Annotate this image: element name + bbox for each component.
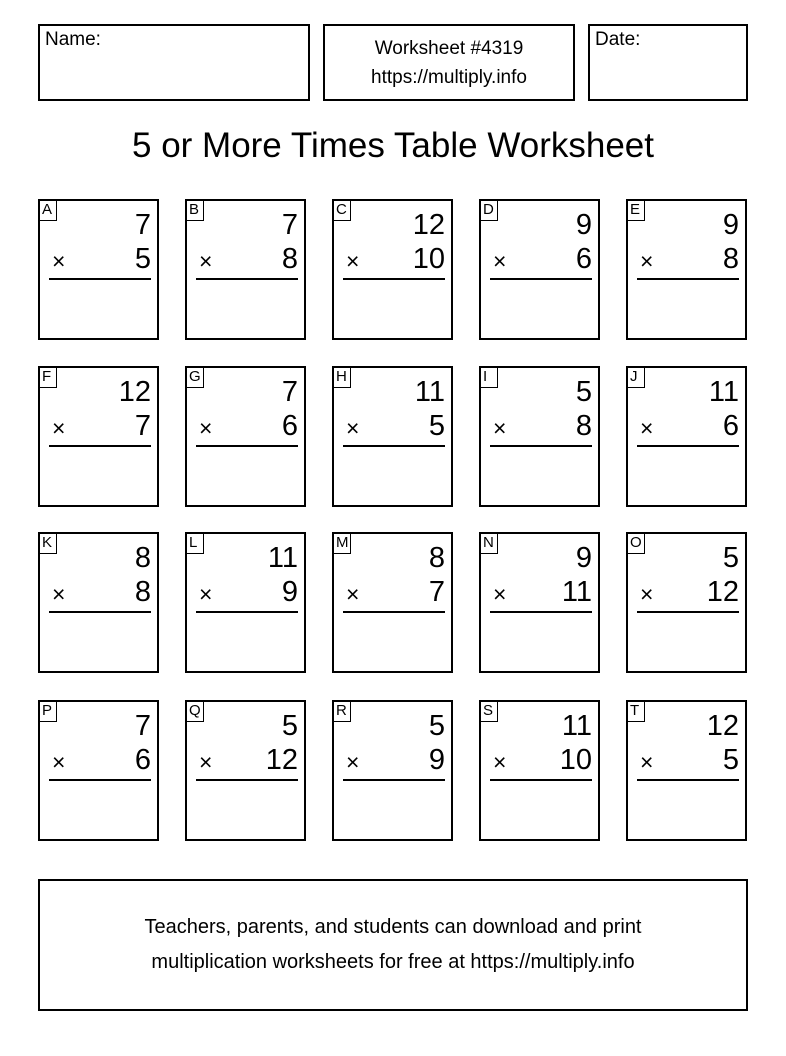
- multiply-sign: ×: [493, 581, 507, 607]
- problem-card[interactable]: [38, 532, 159, 673]
- problem-letter: P: [38, 700, 57, 722]
- worksheet-number: Worksheet #4319: [374, 38, 524, 59]
- answer-line: [49, 779, 151, 781]
- multiply-sign: ×: [640, 248, 654, 274]
- multiply-sign: ×: [199, 415, 213, 441]
- problem-bottom-number: 8: [575, 410, 592, 442]
- problem-card[interactable]: [626, 366, 747, 507]
- problem-letter: N: [479, 532, 498, 554]
- problem-card[interactable]: [479, 700, 600, 841]
- problem-top-number: 7: [134, 209, 151, 241]
- problem-top-number: 7: [134, 710, 151, 742]
- problem-top-number: 9: [575, 209, 592, 241]
- problem-bottom-number: 12: [706, 576, 739, 608]
- answer-line: [637, 611, 739, 613]
- problem-card[interactable]: [185, 366, 306, 507]
- problem-top-number: 12: [706, 710, 739, 742]
- problem-letter: Q: [185, 700, 204, 722]
- footer-line-1: Teachers, parents, and students can download and print: [144, 916, 642, 938]
- problem-bottom-number: 6: [575, 243, 592, 275]
- problem-top-number: 11: [267, 542, 298, 574]
- problem-card[interactable]: [626, 532, 747, 673]
- problem-letter: R: [332, 700, 351, 722]
- problem-letter: H: [332, 366, 351, 388]
- problem-top-number: 11: [414, 376, 445, 408]
- problem-top-number: 11: [708, 376, 739, 408]
- answer-line: [49, 278, 151, 280]
- problem-letter: L: [185, 532, 204, 554]
- problem-letter: J: [626, 366, 645, 388]
- problem-bottom-number: 8: [281, 243, 298, 275]
- multiply-sign: ×: [52, 749, 66, 775]
- problem-bottom-number: 6: [722, 410, 739, 442]
- problem-card[interactable]: [38, 366, 159, 507]
- problem-bottom-number: 10: [559, 744, 592, 776]
- problem-bottom-number: 9: [281, 576, 298, 608]
- footer-box: [38, 879, 748, 1011]
- date-box[interactable]: [588, 24, 748, 101]
- problem-top-number: 9: [722, 209, 739, 241]
- problem-letter: M: [332, 532, 351, 554]
- answer-line: [343, 611, 445, 613]
- answer-line: [196, 779, 298, 781]
- problem-card[interactable]: [185, 199, 306, 340]
- problem-bottom-number: 12: [265, 744, 298, 776]
- answer-line: [196, 278, 298, 280]
- problem-card[interactable]: [479, 199, 600, 340]
- problem-card[interactable]: [185, 700, 306, 841]
- problem-top-number: 8: [428, 542, 445, 574]
- problem-letter: O: [626, 532, 645, 554]
- problem-bottom-number: 10: [412, 243, 445, 275]
- problem-card[interactable]: [332, 700, 453, 841]
- problem-letter: I: [479, 366, 498, 388]
- answer-line: [196, 611, 298, 613]
- multiply-sign: ×: [199, 749, 213, 775]
- answer-line: [490, 779, 592, 781]
- multiply-sign: ×: [199, 248, 213, 274]
- problem-letter: E: [626, 199, 645, 221]
- answer-line: [343, 779, 445, 781]
- answer-line: [343, 445, 445, 447]
- problem-top-number: 5: [575, 376, 592, 408]
- problem-card[interactable]: [332, 532, 453, 673]
- problem-top-number: 12: [118, 376, 151, 408]
- page-title: 5 or More Times Table Worksheet: [132, 126, 654, 165]
- problem-card[interactable]: [626, 700, 747, 841]
- problem-top-number: 5: [281, 710, 298, 742]
- answer-line: [343, 278, 445, 280]
- problem-card[interactable]: [332, 199, 453, 340]
- problem-card[interactable]: [479, 366, 600, 507]
- multiply-sign: ×: [493, 749, 507, 775]
- multiply-sign: ×: [493, 248, 507, 274]
- worksheet-info-box: [323, 24, 575, 101]
- problem-top-number: 11: [561, 710, 592, 742]
- multiply-sign: ×: [640, 749, 654, 775]
- answer-line: [196, 445, 298, 447]
- multiply-sign: ×: [346, 581, 360, 607]
- problem-bottom-number: 6: [134, 744, 151, 776]
- answer-line: [637, 278, 739, 280]
- problem-letter: D: [479, 199, 498, 221]
- multiply-sign: ×: [52, 248, 66, 274]
- problem-bottom-number: 5: [722, 744, 739, 776]
- problem-top-number: 7: [281, 376, 298, 408]
- problem-letter: S: [479, 700, 498, 722]
- multiply-sign: ×: [640, 581, 654, 607]
- problem-bottom-number: 6: [281, 410, 298, 442]
- problem-letter: G: [185, 366, 204, 388]
- multiply-sign: ×: [346, 415, 360, 441]
- problem-top-number: 8: [134, 542, 151, 574]
- problem-card[interactable]: [332, 366, 453, 507]
- problem-letter: K: [38, 532, 57, 554]
- problem-card[interactable]: [185, 532, 306, 673]
- problem-top-number: 9: [575, 542, 592, 574]
- problem-top-number: 5: [428, 710, 445, 742]
- problem-top-number: 7: [281, 209, 298, 241]
- name-label: Name:: [45, 29, 101, 50]
- answer-line: [637, 445, 739, 447]
- multiply-sign: ×: [199, 581, 213, 607]
- answer-line: [490, 278, 592, 280]
- problem-bottom-number: 8: [134, 576, 151, 608]
- problem-letter: B: [185, 199, 204, 221]
- problem-bottom-number: 8: [722, 243, 739, 275]
- footer-line-2: multiplication worksheets for free at https://multiply.info: [151, 951, 635, 973]
- problem-top-number: 12: [412, 209, 445, 241]
- multiply-sign: ×: [346, 749, 360, 775]
- date-label: Date:: [595, 29, 641, 50]
- problem-top-number: 5: [722, 542, 739, 574]
- multiply-sign: ×: [346, 248, 360, 274]
- name-box[interactable]: [38, 24, 310, 101]
- problem-bottom-number: 11: [561, 576, 592, 608]
- answer-line: [637, 779, 739, 781]
- worksheet-url: https://multiply.info: [371, 67, 527, 88]
- problem-bottom-number: 7: [428, 576, 445, 608]
- multiply-sign: ×: [52, 581, 66, 607]
- problem-bottom-number: 9: [428, 744, 445, 776]
- problem-card[interactable]: [38, 700, 159, 841]
- problem-card[interactable]: [479, 532, 600, 673]
- multiply-sign: ×: [493, 415, 507, 441]
- problem-card[interactable]: [626, 199, 747, 340]
- problem-bottom-number: 5: [428, 410, 445, 442]
- problem-card[interactable]: [38, 199, 159, 340]
- problem-letter: F: [38, 366, 57, 388]
- problem-bottom-number: 5: [134, 243, 151, 275]
- problem-letter: A: [38, 199, 57, 221]
- answer-line: [490, 611, 592, 613]
- problem-letter: C: [332, 199, 351, 221]
- problem-bottom-number: 7: [134, 410, 151, 442]
- answer-line: [49, 611, 151, 613]
- answer-line: [490, 445, 592, 447]
- multiply-sign: ×: [640, 415, 654, 441]
- problem-letter: T: [626, 700, 645, 722]
- multiply-sign: ×: [52, 415, 66, 441]
- answer-line: [49, 445, 151, 447]
